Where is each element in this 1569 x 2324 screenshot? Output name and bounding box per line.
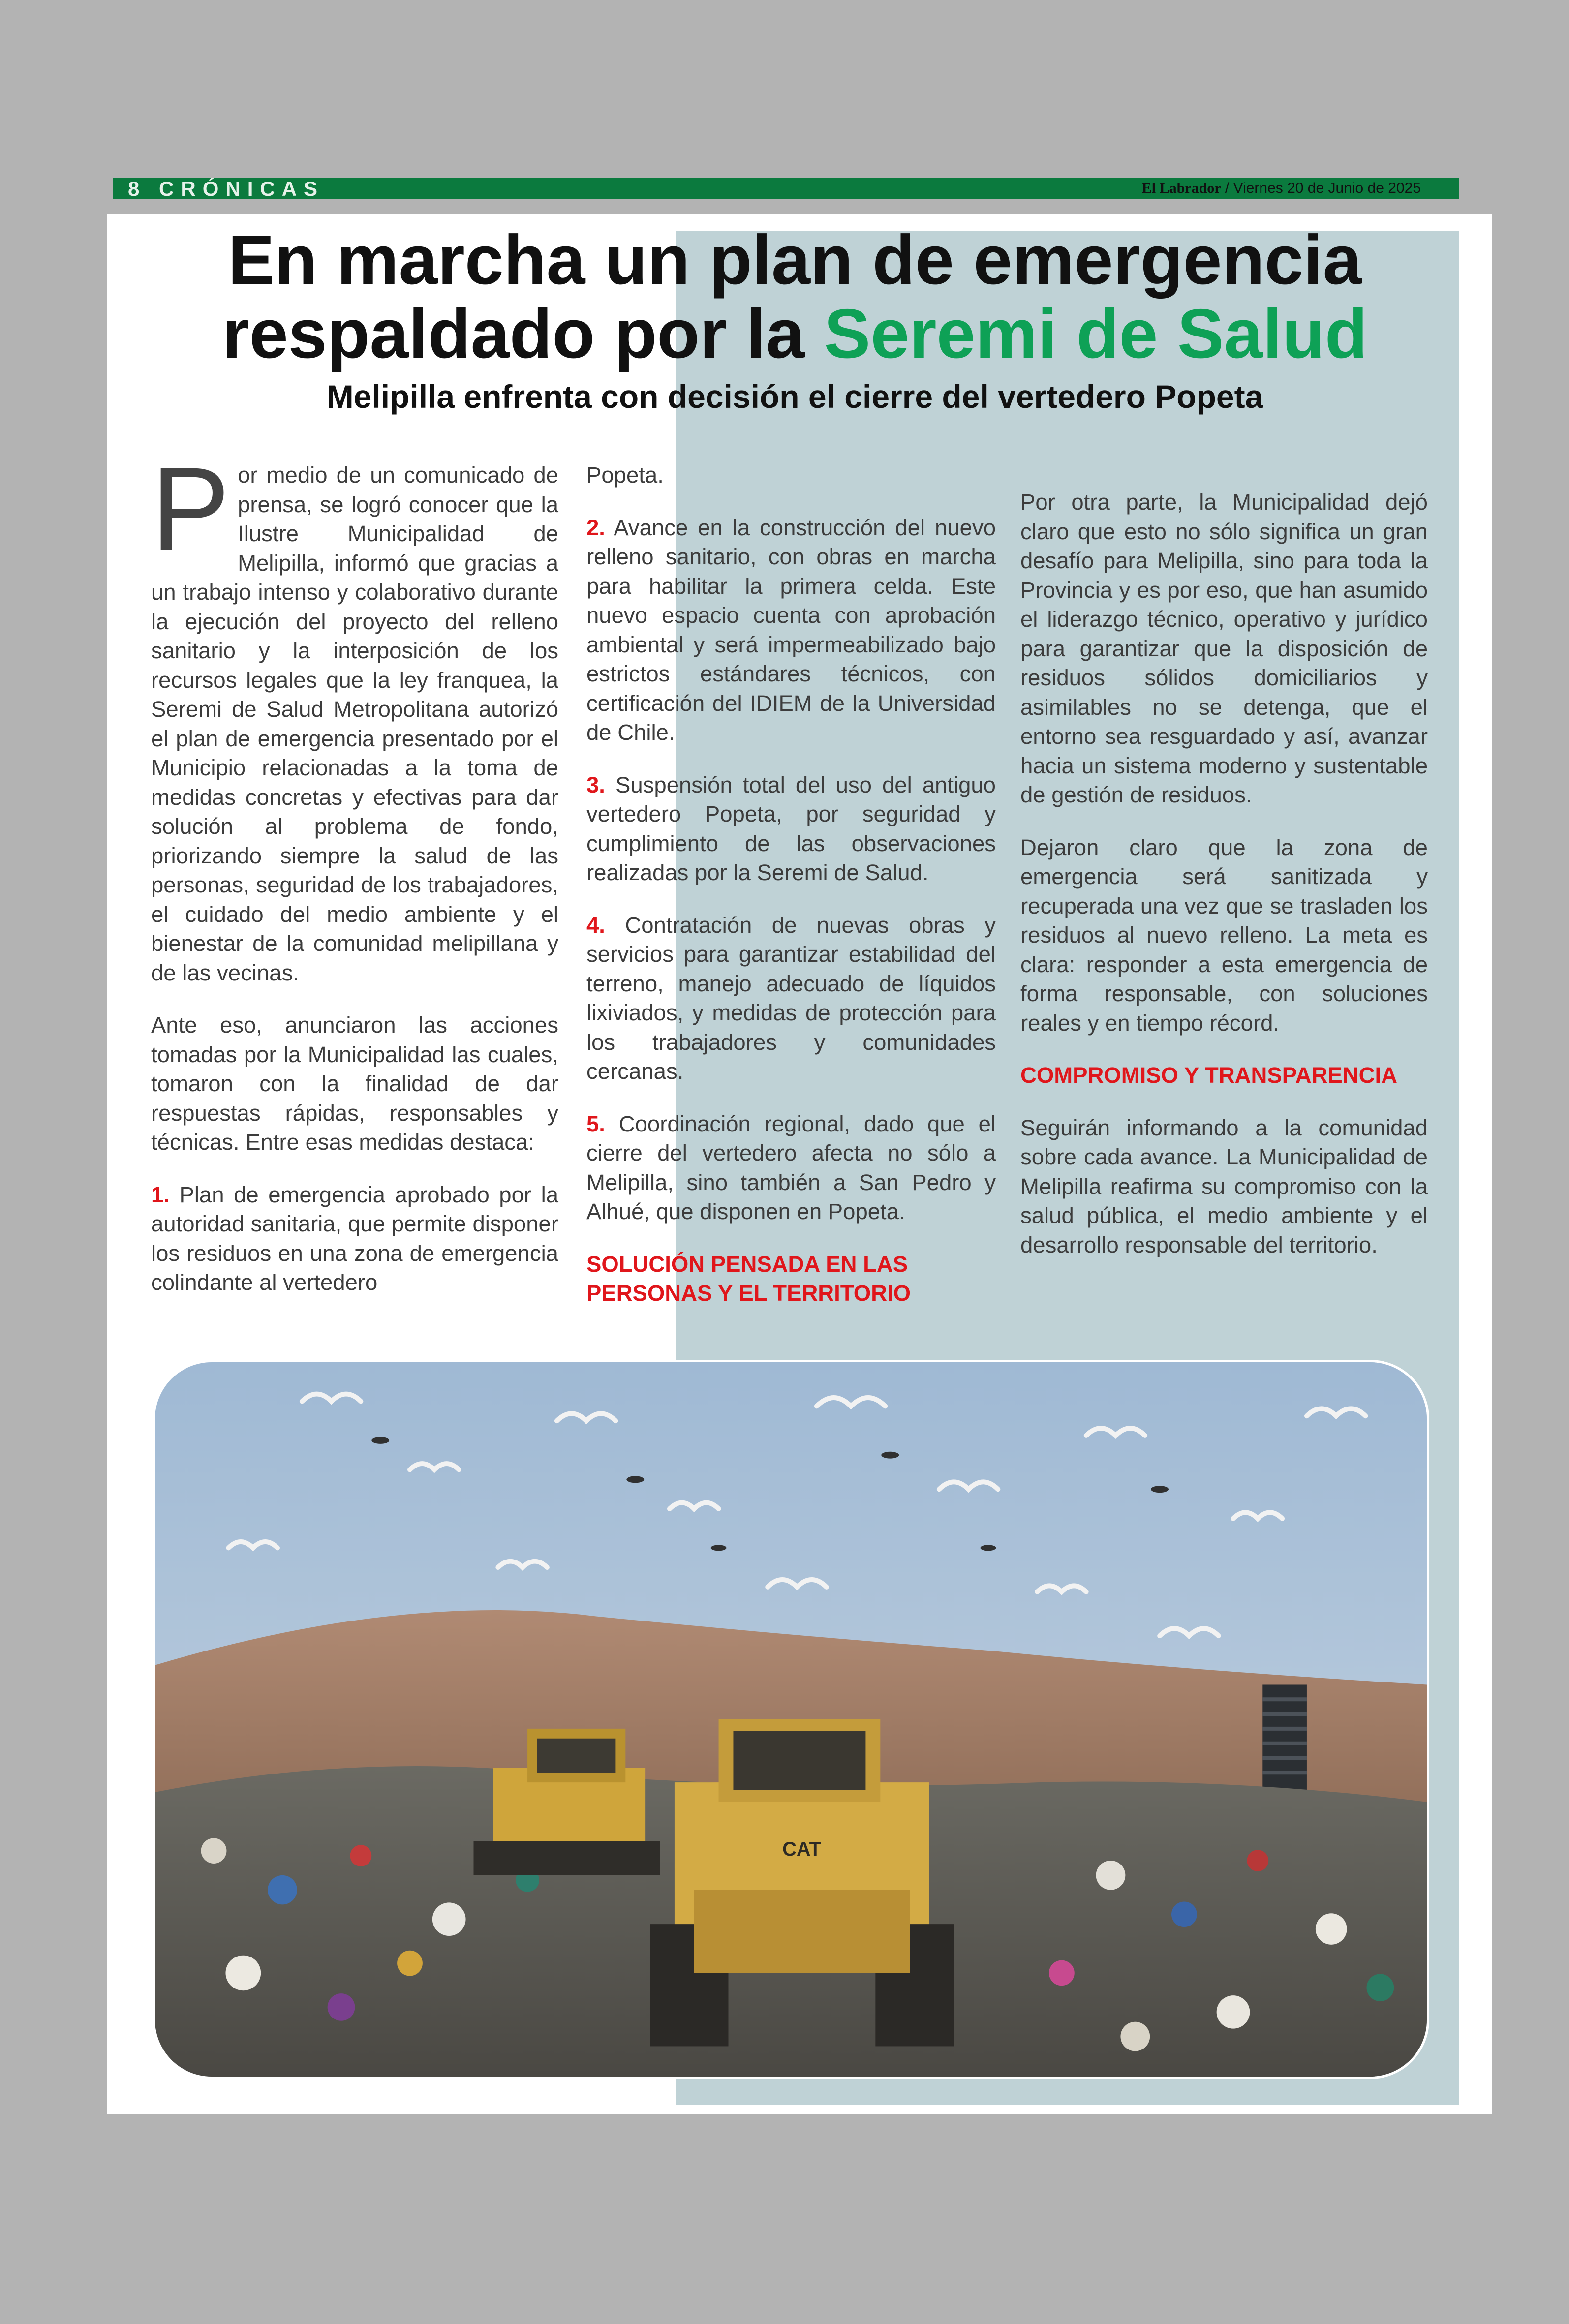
list-item (586, 911, 996, 1086)
paragraph: Popeta. (586, 462, 664, 488)
list-item (586, 770, 996, 887)
paragraph (151, 443, 558, 987)
bulldozer-label: CAT (782, 1838, 821, 1861)
paragraph-text: or medio de un comunicado de prensa, se logró conocer que la Ilustre Municipalidad de Melipilla, informó que gracias a un trabajo intenso y colaborativo durante la ejecución del proyecto del relleno sanitario y la interposición de los recursos legales que la ley franquea, la Seremi de Salud Metropolitana autorizó el plan de emergencia presentado por el Municipio relacionadas a la toma de medidas concretas y efectivas para dar solución al problema de fondo, priorizando siempre la salud de las personas, seguridad de los trabajadores, el cuidado del medio ambiente y el bienestar de la comunidad melipillana y de las vecinas. (151, 462, 558, 985)
tower (1262, 1684, 1307, 1797)
list-text: Plan de emergencia aprobado por la autoridad sanitaria, que permite disponer los residuos en una zona de emergencia colindante al vertedero (151, 1182, 558, 1295)
list-number: 2. (586, 515, 605, 540)
newspaper-name: El Labrador (1141, 180, 1221, 196)
headline-line-1: En marcha un plan de emergencia (228, 221, 1362, 299)
edition-date: / Viernes 20 de Junio de 2025 (1221, 180, 1421, 196)
paragraph: Por otra parte, la Municipalidad dejó claro que esto no sólo significa un gran desafío para Melipilla, sino para toda la Provincia y es por eso, que han asumido el liderazgo técnico, operativo y jurídico para garantizar que la disposición de residuos sólidos domiciliarios y asimilables no se detenga, que el entorno sea resguardado y así, avanzar hacia un sistema moderno y sustentable de gestión de residuos. (1020, 489, 1428, 807)
paragraph: Dejaron claro que la zona de emergencia será sanitizada y recuperada una vez que se trasladen los residuos al nuevo relleno. La meta es clara: responder a esta emergencia de forma responsable, con soluciones reales y en tiempo récord. (1020, 834, 1428, 1036)
landfill-illustration (155, 1362, 1427, 2077)
subheadline: Melipilla enfrenta con decisión el cierre del vertedero Popeta (326, 378, 1263, 415)
list-number: 5. (586, 1111, 605, 1136)
article-column-2 (586, 460, 996, 1331)
article-column-3 (1020, 488, 1428, 1283)
drop-cap: P (151, 443, 230, 575)
section-label: 8 CRÓNICAS (128, 177, 325, 200)
paragraph: Ante eso, anunciaron las acciones tomadas por la Municipalidad las cuales, tomaron con la finalidad de dar respuestas rápidas, responsables y técnicas. Entre esas medidas destaca: (151, 1012, 558, 1155)
list-item (586, 1109, 996, 1226)
section-header-bar (113, 178, 1459, 199)
paragraph: Seguirán informando a la comunidad sobre cada avance. La Municipalidad de Melipilla reafirma su compromiso con la salud pública, el medio ambiente y el desarrollo responsable del territorio. (1020, 1115, 1428, 1257)
edition-info (1142, 178, 1421, 199)
list-number: 3. (586, 772, 605, 797)
list-number: 1. (151, 1182, 170, 1207)
list-item (586, 513, 996, 747)
landfill-photo (153, 1360, 1429, 2079)
headline-accent: Seremi de Salud (824, 295, 1368, 373)
list-text: Coordinación regional, dado que el cierre del vertedero afecta no sólo a Melipilla, sino también a San Pedro y Alhué, que disponen en Popeta. (586, 1111, 996, 1224)
section-heading: COMPROMISO Y TRANSPARENCIA (1020, 1063, 1397, 1088)
list-item (151, 1180, 558, 1297)
list-text: Avance en la construcción del nuevo relleno sanitario, con obras en marcha para habilitar la primera celda. Este nuevo espacio cuenta con aprobación ambiental y será impermeabilizado bajo estrictos estándares técnicos, con certificación del IDIEM de la Universidad de Chile. (586, 515, 996, 745)
page-sheet (107, 214, 1492, 2114)
section-heading: SOLUCIÓN PENSADA EN LAS PERSONAS Y EL TERRITORIO (586, 1251, 911, 1306)
headline-line-2: respaldado por la (222, 295, 824, 373)
article-column-1 (151, 443, 558, 1320)
list-text: Suspensión total del uso del antiguo vertedero Popeta, por seguridad y cumplimiento de las observaciones realizadas por la Seremi de Salud. (586, 772, 996, 885)
list-text: Contratación de nuevas obras y servicios para garantizar estabilidad del terreno, manejo adecuado de líquidos lixiviados, y medidas de protección para los trabajadores y comunidades cercanas. (586, 912, 996, 1084)
list-number: 4. (586, 912, 605, 938)
headline (107, 223, 1482, 371)
